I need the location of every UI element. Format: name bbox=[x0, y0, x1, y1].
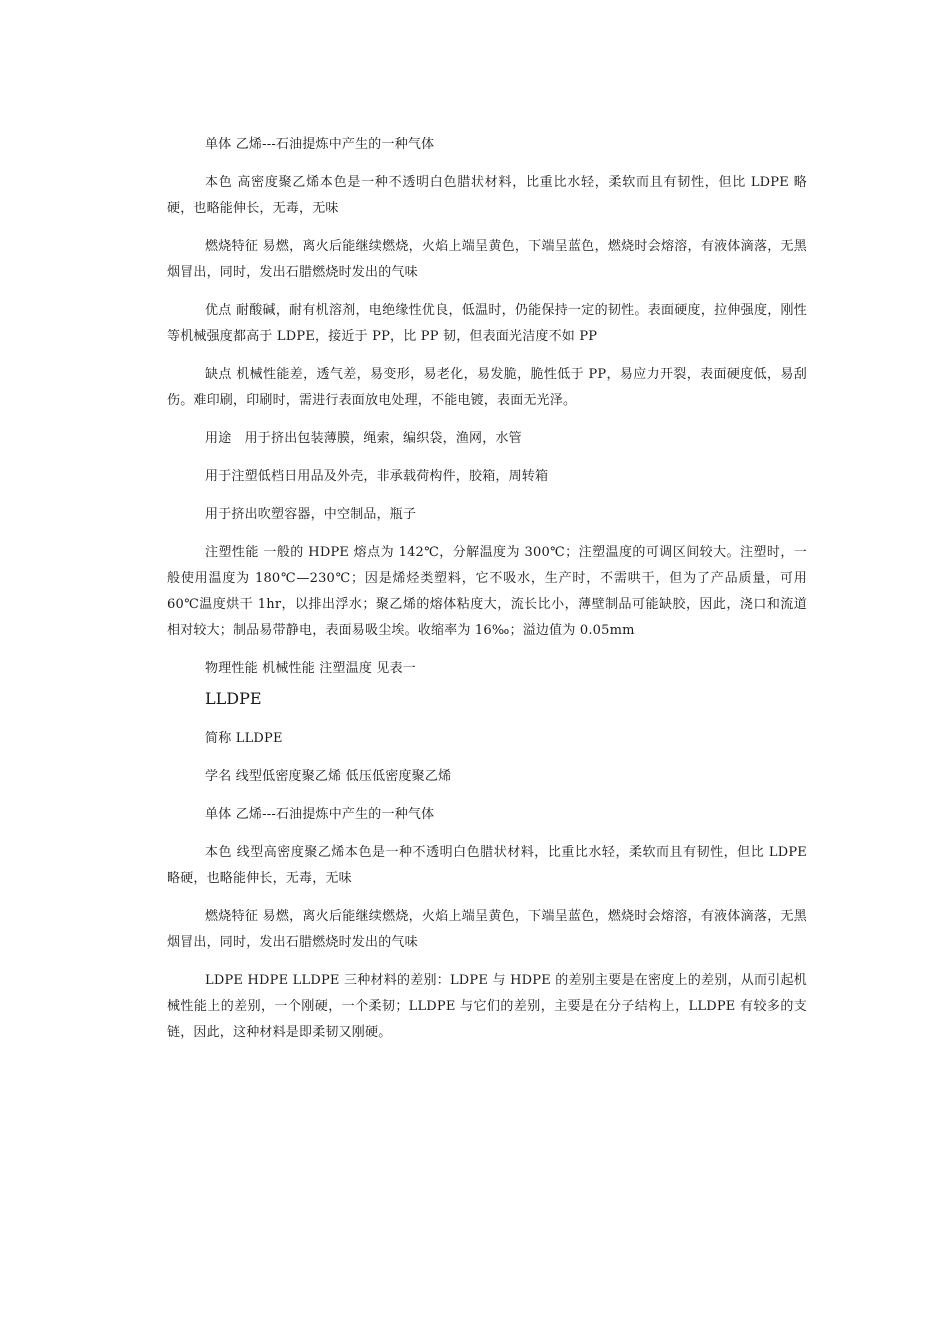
paragraph-scientific-name: 学名 线型低密度聚乙烯 低压低密度聚乙烯 bbox=[205, 769, 452, 784]
paragraph-uses-injection: 用于注塑低档日用品及外壳，非承载荷构件，胶箱，周转箱 bbox=[205, 469, 549, 484]
paragraph-combustion-lldpe: 燃烧特征 易燃，离火后能继续燃烧，火焰上端呈黄色，下端呈蓝色，燃烧时会熔溶，有液体滴落，无黑烟冒出，同时，发出石腊燃烧时发出的气味 bbox=[167, 909, 807, 950]
paragraph-abbreviation: 简称 LLDPE bbox=[205, 731, 283, 746]
paragraph-combustion: 燃烧特征 易燃，离火后能继续燃烧，火焰上端呈黄色，下端呈蓝色，燃烧时会熔溶，有液体滴落，无黑烟冒出，同时，发出石腊燃烧时发出的气味 bbox=[167, 239, 807, 280]
document-page bbox=[167, 132, 807, 1058]
paragraph-uses: 用途 用于挤出包装薄膜，绳索，编织袋，渔网，水管 bbox=[205, 431, 522, 446]
paragraph-color-lldpe: 本色 线型高密度聚乙烯本色是一种不透明白色腊状材料，比重比水轻，柔软而且有韧性，但比 LDPE 略硬，也略能伸长，无毒，无味 bbox=[167, 845, 807, 886]
paragraph-physical-properties: 物理性能 机械性能 注塑温度 见表一 bbox=[205, 661, 416, 676]
paragraph-uses-blow: 用于挤出吹塑容器，中空制品，瓶子 bbox=[205, 507, 417, 522]
section-heading: LLDPE bbox=[205, 689, 262, 708]
paragraph-monomer-lldpe: 单体 乙烯---石油提炼中产生的一种气体 bbox=[205, 807, 435, 822]
paragraph-disadvantages: 缺点 机械性能差，透气差，易变形，易老化，易发脆，脆性低于 PP，易应力开裂，表面硬度低，易刮伤。难印刷，印刷时，需进行表面放电处理，不能电镀，表面无光泽。 bbox=[167, 367, 807, 408]
paragraph-injection-performance: 注塑性能 一般的 HDPE 熔点为 142℃，分解温度为 300℃；注塑温度的可调区间较大。注塑时，一般使用温度为 180℃—230℃；因是烯烃类塑料，它不吸水，生产时，不需哄干，但为了产品质量，可用 60℃温度烘干 1hr，以排出浮水；聚乙烯的熔体粘度大，流长比小，薄壁制品可能缺胶，因此，浇口和流道相对较大；制品易带静电，表面易吸尘埃。收缩率为 16‰；溢边值为 0.05mm bbox=[167, 545, 807, 638]
paragraph-difference: LDPE HDPE LLDPE 三种材料的差别：LDPE 与 HDPE 的差别主要是在密度上的差别，从而引起机械性能上的差别，一个刚硬，一个柔韧；LLDPE 与它们的差别，主要是在分子结构上，LLDPE 有较多的支链，因此，这种材料是即柔韧又刚硬。 bbox=[167, 973, 807, 1040]
paragraph-color: 本色 高密度聚乙烯本色是一种不透明白色腊状材料，比重比水轻，柔软而且有韧性，但比 LDPE 略硬，也略能伸长，无毒，无味 bbox=[167, 175, 807, 216]
paragraph-monomer: 单体 乙烯---石油提炼中产生的一种气体 bbox=[205, 137, 435, 152]
paragraph-advantages: 优点 耐酸碱，耐有机溶剂，电绝缘性优良，低温时，仍能保持一定的韧性。表面硬度，拉伸强度，刚性等机械强度都高于 LDPE，接近于 PP，比 PP 韧，但表面光洁度不如 PP bbox=[167, 303, 807, 344]
